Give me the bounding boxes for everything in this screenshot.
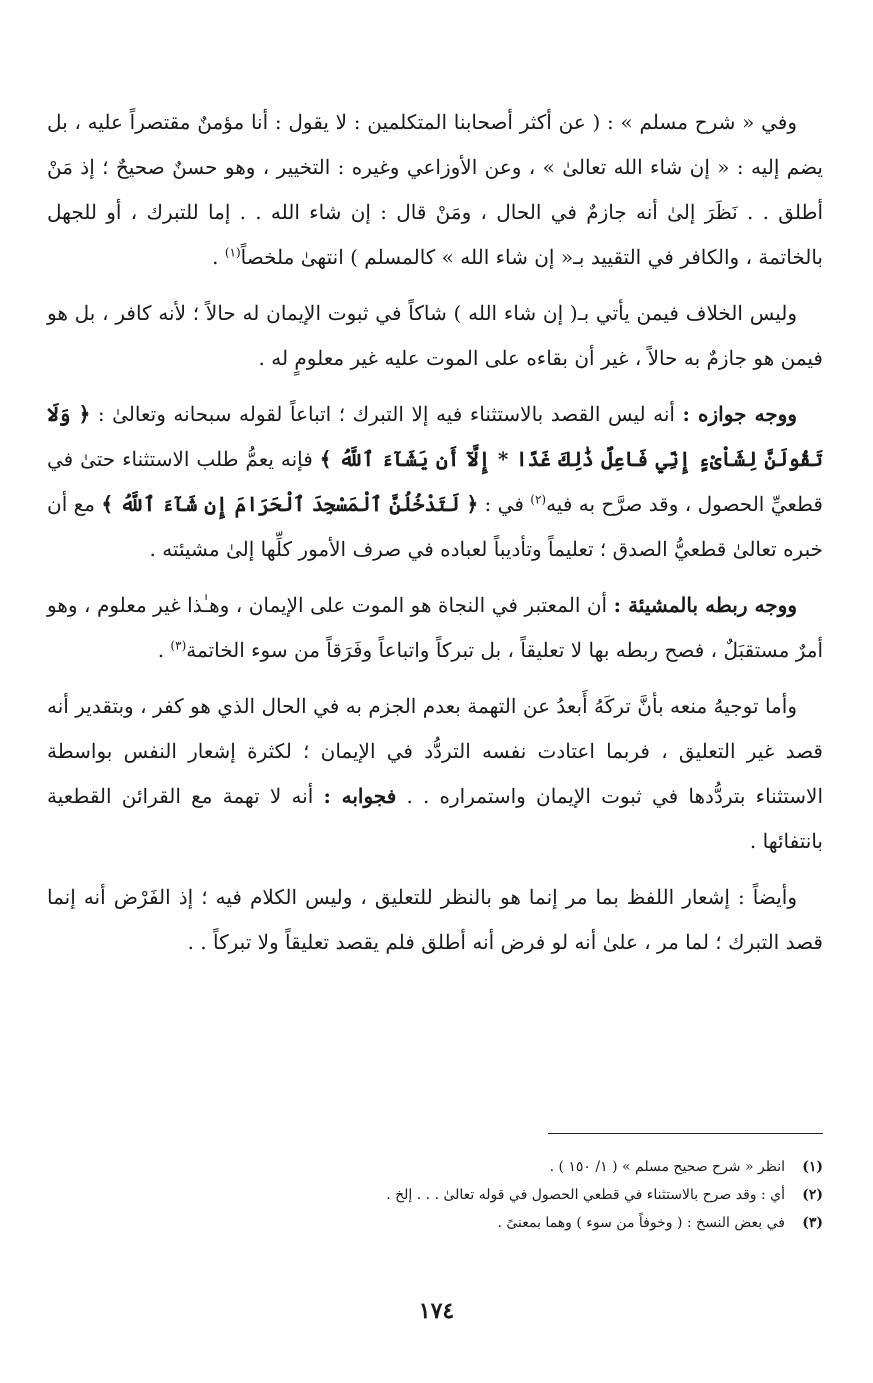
footnote-number: (٣) (802, 1215, 823, 1231)
footnote-item (123, 1181, 823, 1209)
paragraph-3-text-4: مع أن خبره تعالىٰ قطعيُّ الصدق ؛ تعليماً وتأديباً لعباده في صرف الأمور كلِّها إلىٰ مشيئته . (47, 492, 823, 561)
paragraph-4-tail: . (157, 638, 171, 662)
paragraph-5-text-2: أنه لا تهمة مع القرائن القطعية بانتفائها . (47, 784, 823, 853)
paragraph-3-text-2: فإنه يعمُّ طلب الاستثناء حتىٰ في قطعيِّ الحصول ، وقد صرَّح به فيه (47, 447, 823, 516)
paragraph-4-text: أن المعتبر في النجاة هو الموت على الإيمان ، وهـٰذا غير معلوم ، وهو أمرٌ مستقبَلٌ ، فصح ربطه بها لا تعليقاً ، بل تبركاً واتباعاً وفَرَقاً من سوء الخاتمة (47, 593, 823, 662)
footnote-number: (١) (802, 1159, 823, 1175)
paragraph-3-text-3: في : (478, 492, 531, 516)
footnote-text: انظر « شرح صحيح مسلم » ( ١/ ١٥٠ ) . (549, 1159, 785, 1175)
footnotes (123, 1153, 823, 1237)
paragraph-3-heading: ووجه جوازه : (682, 402, 797, 426)
main-text (47, 100, 823, 976)
footnote-ref-3[interactable]: (٣) (170, 638, 187, 653)
paragraph-5 (47, 684, 823, 864)
paragraph-2: وليس الخلاف فيمن يأتي بـ( إن شاء الله ) شاكاً في ثبوت الإيمان له حالاً ؛ لأنه كافر ، بل هو فيمن هو جازمٌ به حالاً ، غير أن بقاءه على الموت عليه غير معلومٍ له . (47, 301, 823, 370)
footnote-item (123, 1153, 823, 1181)
footnote-text: في بعض النسخ : ( وخوفاً من سوء ) وهما بمعنىً . (497, 1215, 785, 1231)
paragraph-4-heading: ووجه ربطه بالمشيئة : (613, 593, 797, 617)
footnote-number: (٢) (802, 1187, 823, 1203)
footnote-ref-1[interactable]: (١) (224, 245, 241, 260)
paragraph-1 (47, 100, 823, 280)
paragraph-1-tail: . (212, 245, 225, 269)
quran-verse-2: ﴿ لَتَدْخُلُنَّ ٱلْمَسْجِدَ ٱلْحَرَامَ إِن شَآءَ ٱللَّهُ ﴾ (101, 492, 479, 516)
quran-verse-1: ﴿ وَلَا تَقُولَنَّ لِشَاْىْءٍ إِنِّي فَاعِلٌ ذَٰلِكَ غَدًا * إِلَّآ أَن يَشَآءَ ٱللَّهُ ﴾ (47, 402, 823, 471)
paragraph-6: وأيضاً : إشعار اللفظ بما مر إنما هو بالنظر للتعليق ، وليس الكلام فيه ؛ إذ الفَرْض أنه إنما قصد التبرك ؛ لما مر ، علىٰ أنه لو فرض أنه أطلق فلم يقصد تعليقاً ولا تبركاً . . (47, 885, 823, 954)
page-number: ١٧٤ (418, 1298, 455, 1324)
paragraph-5-answer: فجوابه : (323, 784, 397, 808)
paragraph-1-text: وفي « شرح مسلم » : ( عن أكثر أصحابنا المتكلمين : لا يقول : أنا مؤمنٌ مقتصراً عليه ، بل يضم إليه : « إن شاء الله تعالىٰ » ، وعن الأوزاعي وغيره : التخيير ، وهو حسنٌ صحيحٌ ؛ إذ مَنْ أطلق . . نَظَرَ إلىٰ أنه جازمٌ في الحال ، ومَنْ قال : إن شاء الله . . إما للتبرك ، أو للجهل بالخاتمة ، والكافر في التقييد بـ« إن شاء الله » كالمسلم ) انتهىٰ ملخصاً (47, 110, 823, 269)
footnote-text: أي : وقد صرح بالاستثناء في قطعي الحصول في قوله تعالىٰ . . . إلخ . (386, 1187, 785, 1203)
footnote-ref-2[interactable]: (٢) (530, 492, 547, 507)
paragraph-5-text-1: وأما توجيهُ منعه بأنَّ تركَهُ أَبعدُ عن التهمة بعدم الجزم به في الحال الذي هو كفر ، وبتقدير أنه قصد غير التعليق ، فربما اعتادت نفسه التردُّد في الإيمان ؛ لكثرة إشعار النفس بواسطة الاستثناء بتردُّدها في ثبوت الإيمان واستمراره . . (47, 694, 823, 808)
paragraph-3 (47, 392, 823, 572)
footnote-item (123, 1209, 823, 1237)
footnote-divider (548, 1133, 823, 1134)
paragraph-3-text-1: أنه ليس القصد بالاستثناء فيه إلا التبرك ؛ اتباعاً لقوله سبحانه وتعالىٰ : (90, 402, 683, 426)
paragraph-4 (47, 583, 823, 673)
